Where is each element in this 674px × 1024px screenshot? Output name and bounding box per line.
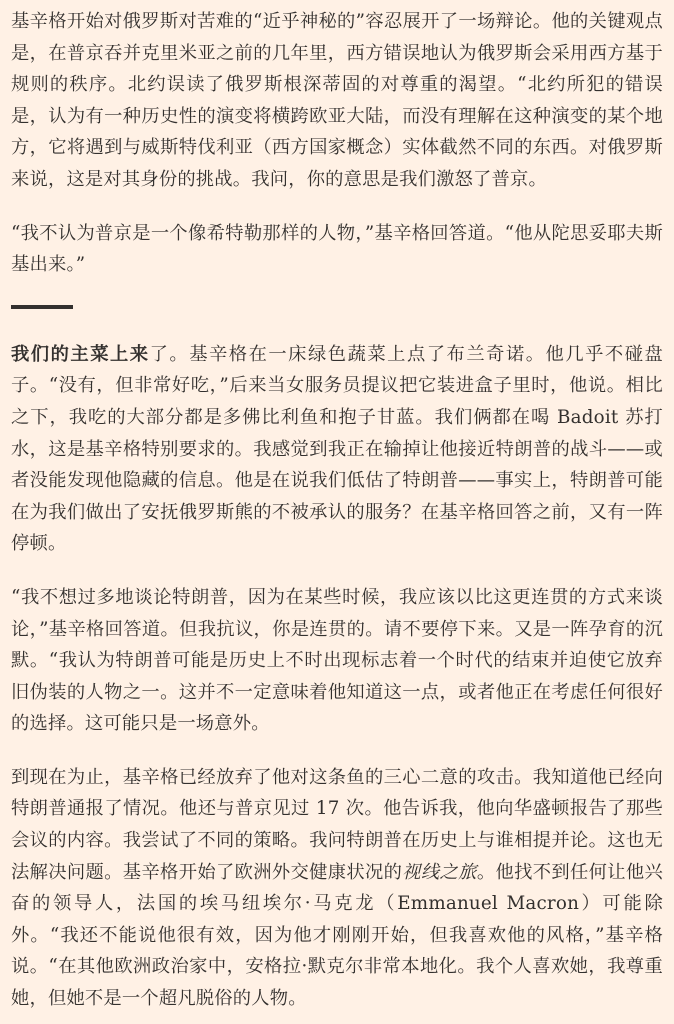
- paragraph-3-lead: 我们的主菜上来: [11, 343, 150, 365]
- paragraph-1: 基辛格开始对俄罗斯对苦难的“近乎神秘的”容忍展开了一场辩论。他的关键观点是，在普京吞并克里米亚之前的几年里，西方错误地认为俄罗斯会采用西方基于规则的秩序。北约误读了俄罗斯根深蒂固的对尊重的渴望。“北约所犯的错误是，认为有一种历史性的演变将横跨欧亚大陆，而没有理解在这种演变的某个地方，它将遇到与威斯特伐利亚（西方国家概念）实体截然不同的东西。对俄罗斯来说，这是对其身份的挑战。我问，你的意思是我们激怒了普京。: [11, 11, 663, 190]
- paragraph-3-text: 了。基辛格在一床绿色蔬菜上点了布兰奇诺。他几乎不碰盘子。“没有，但非常好吃，”后来当女服务员提议把它装进盒子里时，他说。相比之下，我吃的大部分都是多佛比利鱼和抱子甘蓝。我们俩都在喝 Badoit 苏打水，这是基辛格特别要求的。我感觉到我正在输掉让他接近特朗普的战斗——或者没能发现他隐藏的信息。他是在说我们低估了特朗普——事实上，特朗普可能在为我们做出了安抚俄罗斯熊的不被承认的服务？在基辛格回答之前，又有一阵停顿。: [11, 343, 664, 555]
- paragraph-5-text-b: 。他找不到任何让他兴奋的领导人，法国的埃马纽埃尔·马克龙（Emmanuel Macron）可能除外。“我还不能说他很有效，因为他才刚刚开始，但我喜欢他的风格，”基辛格说。“在其他欧洲政治家中，安格拉·默克尔非常本地化。我个人喜欢她，我尊重她，但她不是一个超凡脱俗的人物。: [11, 861, 663, 1010]
- paragraph-4: “我不想过多地谈论特朗普，因为在某些时候，我应该以比这更连贯的方式来谈论，”基辛格回答道。但我抗议，你是连贯的。请不要停下来。又是一阵孕育的沉默。“我认为特朗普可能是历史上不时出现标志着一个时代的结束并迫使它放弃旧伪装的人物之一。这并不一定意味着他知道这一点，或者他正在考虑任何很好的选择。这可能只是一场意外。: [11, 586, 663, 735]
- paragraph-3: [11, 339, 663, 560]
- section-divider: [11, 305, 73, 309]
- paragraph-5-text-a: 到现在为止，基辛格已经放弃了他对这条鱼的三心二意的攻击。我知道他已经向特朗普通报了情况。他还与普京见过 17 次。他告诉我，他向华盛顿报告了那些会议的内容。我尝试了不同的策略。我问特朗普在历史上与谁相提并论。这也无法解决问题。基辛格开始了欧洲外交健康状况的: [11, 766, 663, 883]
- paragraph-2: “我不认为普京是一个像希特勒那样的人物，”基辛格回答道。“他从陀思妥耶夫斯基出来。”: [11, 222, 663, 276]
- paragraph-5: [11, 762, 663, 1015]
- paragraph-5-emphasis: 视线之旅: [402, 861, 477, 883]
